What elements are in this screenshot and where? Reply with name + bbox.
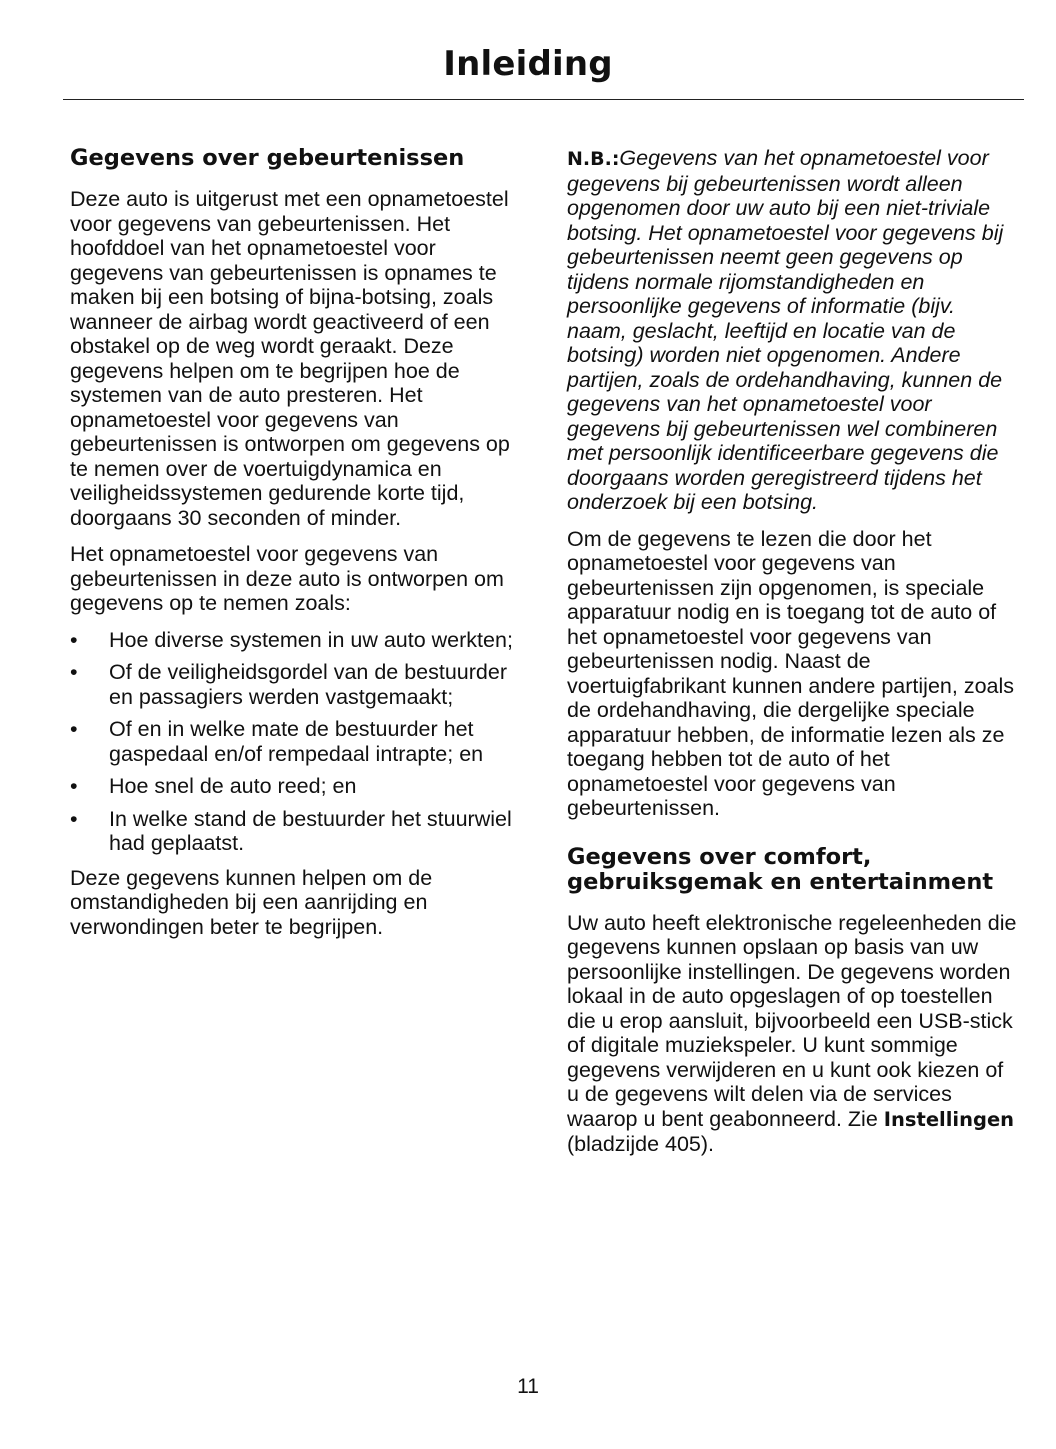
section-heading-comfort-data: Gegevens over comfort, gebruiksgemak en entertainment: [567, 843, 994, 895]
note-label: N.B.:: [567, 148, 620, 170]
section-heading-event-data: Gegevens over gebeurtenissen: [70, 145, 465, 171]
settings-reference-link[interactable]: Instellingen: [883, 1107, 1015, 1131]
list-item: [70, 628, 522, 653]
list-item-text: Of en in welke mate de bestuurder het gaspedaal en/of rempedaal intrapte; en: [109, 717, 484, 766]
bullet-list: [70, 628, 522, 856]
bullet-icon: •: [70, 717, 78, 741]
bullet-icon: •: [70, 627, 78, 652]
bullet-icon: •: [70, 774, 78, 798]
list-item: [70, 807, 522, 856]
bullet-icon: •: [70, 660, 78, 684]
page-number: 11: [517, 1375, 539, 1398]
list-item-text: Of de veiligheidsgordel van de bestuurder en passagiers werden vastgemaakt;: [109, 660, 508, 709]
page-reference: (bladzijde 405).: [567, 1132, 715, 1156]
paragraph: Het opnametoestel voor gegevens van gebeurtenissen in deze auto is ontworpen om gegevens op te nemen zoals:: [70, 542, 504, 615]
right-column: [567, 146, 1019, 1169]
left-column: [70, 146, 522, 951]
title-divider: [63, 99, 1024, 100]
list-item-text: Hoe snel de auto reed; en: [109, 774, 357, 798]
paragraph: Deze auto is uitgerust met een opnametoestel voor gegevens van gebeurtenissen. Het hoofddoel van het opnametoestel voor gegevens van gebeurtenissen is opnames te maken bij een botsing of bijna-botsing, zoals wanneer de airbag wordt geactiveerd of een obstakel op de weg wordt geraakt. Deze gegevens helpen om te begrijpen hoe de systemen van de auto presteren. Het opnametoestel voor gegevens van gebeurtenissen is ontworpen om gegevens op te nemen over de voertuigdynamica en veiligheidssystemen gedurende korte tijd, doorgaans 30 seconden of minder.: [70, 187, 510, 530]
paragraph: Deze gegevens kunnen helpen om de omstandigheden bij een aanrijding en verwondingen beter te begrijpen.: [70, 865, 433, 939]
list-item: [70, 717, 522, 766]
paragraph-with-reference: [567, 911, 1019, 1157]
page-title: Inleiding: [443, 44, 613, 84]
bullet-icon: •: [70, 806, 78, 831]
list-item-text: In welke stand de bestuurder het stuurwiel had geplaatst.: [109, 806, 512, 855]
note-text: Gegevens van het opnametoestel voor gegevens bij gebeurtenissen wordt alleen opgenomen door uw auto bij een niet-triviale botsing. Het opnametoestel voor gegevens bij gebeurtenissen neemt geen gegevens op tijdens normale rijomstandigheden en persoonlijke gegevens of informatie (bijv. naam, geslacht, leeftijd en locatie van de botsing) worden niet opgenomen. Andere partijen, zoals de ordehandhaving, kunnen de gegevens van het opnametoestel voor gegevens bij gebeurtenissen wel combineren met persoonlijk identificeerbare gegevens die doorgaans worden geregistreerd tijdens het onderzoek bij een botsing.: [567, 146, 1004, 514]
list-item: [70, 774, 522, 799]
list-item-text: Hoe diverse systemen in uw auto werkten;: [109, 627, 513, 652]
note-block: [567, 146, 1019, 515]
paragraph: Om de gegevens te lezen die door het opnametoestel voor gegevens van gebeurtenissen zijn opgenomen, is speciale apparatuur nodig en is toegang tot de auto of het opnametoestel voor gegevens van gebeurtenissen nodig. Naast de voertuigfabrikant kunnen andere partijen, zoals de ordehandhaving, die dergelijke speciale apparatuur hebben, de informatie lezen als ze toegang hebben tot de auto of het opnametoestel voor gegevens van gebeurtenissen.: [567, 526, 1015, 820]
list-item: [70, 660, 522, 709]
paragraph-text: Uw auto heeft elektronische regeleenheden die gegevens kunnen opslaan op basis van uw persoonlijke instellingen. De gegevens worden lokaal in de auto opgeslagen of op toestellen die u erop aansluit, bijvoorbeeld een USB-stick of digitale muziekspeler. U kunt sommige gegevens verwijderen en u kunt ook kiezen of u de gegevens wilt delen via de services waarop u bent geabonneerd. Zie: [567, 910, 1017, 1131]
